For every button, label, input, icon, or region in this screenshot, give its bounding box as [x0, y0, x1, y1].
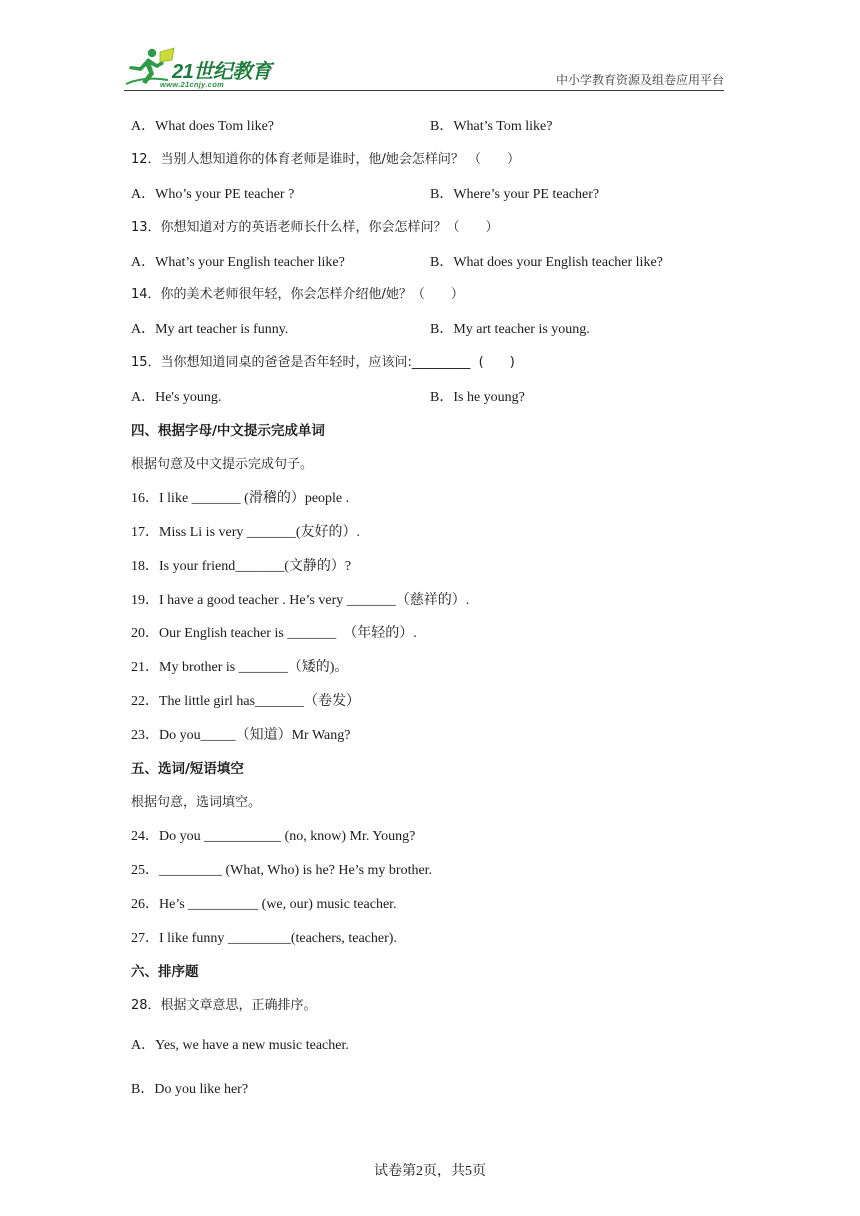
question-22: 22．The little girl has_______（卷发）: [131, 694, 361, 709]
question-18: 18．Is your friend_______(文静的）?: [131, 559, 352, 574]
question-27: 27．I like funny _________(teachers, teacher).: [131, 931, 397, 946]
q15-option-b: B．Is he young?: [430, 390, 525, 405]
q11-option-a: A．What does Tom like?: [131, 119, 275, 134]
q11-option-b: B．What’s Tom like?: [430, 119, 553, 134]
q12-option-a: A．Who’s your PE teacher ?: [131, 187, 295, 202]
page-footer: 试卷第2页，共5页: [374, 1164, 486, 1179]
page-header: [124, 44, 724, 91]
question-19: 19．I have a good teacher . He’s very _______（慈祥的）.: [131, 593, 470, 608]
question-28-stem: 28．根据文章意思，正确排序。: [131, 998, 317, 1013]
q28-option-b: B．Do you like her?: [131, 1082, 249, 1097]
section-5-instruction: 根据句意，选词填空。: [131, 795, 262, 810]
q14-option-b: B．My art teacher is young.: [430, 322, 590, 337]
q13-option-b: B．What does your English teacher like?: [430, 255, 663, 270]
logo-url: www.21cnjy.com: [160, 80, 225, 89]
question-21: 21．My brother is _______（矮的)。: [131, 660, 349, 675]
section-6-title: 六、排序题: [131, 964, 199, 980]
q13-option-a: A．What’s your English teacher like?: [131, 255, 345, 270]
question-23: 23．Do you_____（知道）Mr Wang?: [131, 728, 351, 743]
question-24: 24．Do you ___________ (no, know) Mr. Young?: [131, 829, 416, 844]
q13-stem: 13．你想知道对方的英语老师长什么样，你会怎样问？（ ）: [131, 220, 499, 235]
q12-option-b: B．Where’s your PE teacher?: [430, 187, 600, 202]
logo-title: 21世纪教育: [172, 61, 272, 83]
header-tagline: 中小学教育资源及组卷应用平台: [555, 73, 724, 87]
site-logo: [124, 46, 299, 88]
question-25: 25．_________ (What, Who) is he? He’s my brother.: [131, 863, 433, 878]
question-26: 26．He’s __________ (we, our) music teacher.: [131, 897, 397, 912]
q28-option-a: A．Yes, we have a new music teacher.: [131, 1038, 349, 1053]
q15-stem: 15．当你想知道同桌的爸爸是否年轻时，应该问:_________ ( ): [131, 355, 515, 370]
section-4-title: 四、根据字母/中文提示完成单词: [131, 423, 325, 439]
section-5-title: 五、选词/短语填空: [131, 761, 244, 777]
q12-stem: 12．当别人想知道你的体育老师是谁时，他/她会怎样问？ （ ）: [131, 152, 521, 167]
q14-stem: 14．你的美术老师很年轻，你会怎样介绍他/她？（ ）: [131, 287, 464, 302]
question-17: 17．Miss Li is very _______(友好的）.: [131, 525, 361, 540]
section-4-instruction: 根据句意及中文提示完成句子。: [131, 457, 314, 472]
q15-option-a: A．He's young.: [131, 390, 222, 405]
question-16: 16．I like _______ (滑稽的）people .: [131, 491, 350, 506]
q14-option-a: A．My art teacher is funny.: [131, 322, 289, 337]
question-20: 20．Our English teacher is _______ （年轻的）.: [131, 626, 417, 641]
